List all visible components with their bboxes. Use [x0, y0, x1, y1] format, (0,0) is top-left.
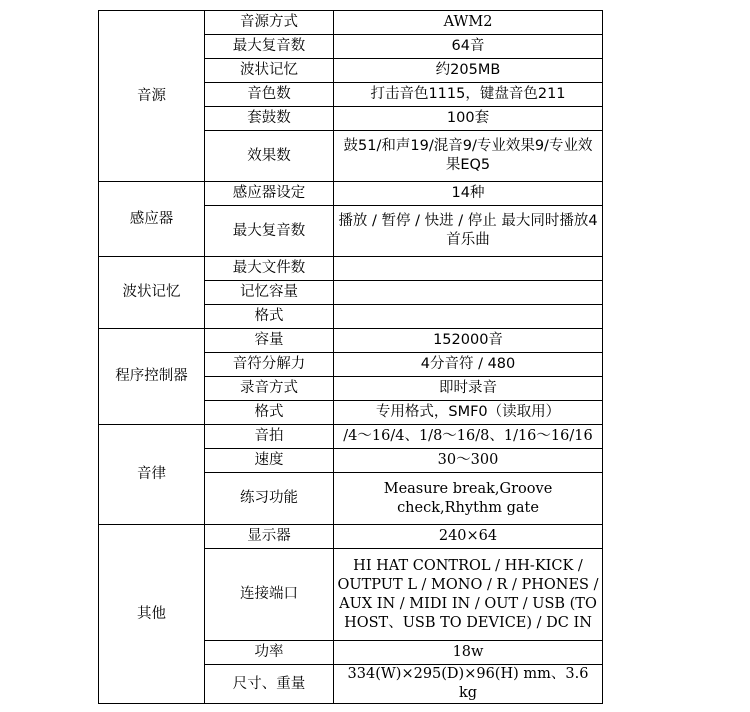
table-row	[99, 257, 603, 281]
row-value: 152000音	[334, 329, 603, 353]
row-label: 音源方式	[205, 11, 334, 35]
row-label: 容量	[205, 329, 334, 353]
row-label: 最大文件数	[205, 257, 334, 281]
row-label: 录音方式	[205, 377, 334, 401]
table-row	[99, 525, 603, 549]
row-value: 18w	[334, 641, 603, 665]
row-value: Measure break,Groove check,Rhythm gate	[334, 473, 603, 525]
row-value: HI HAT CONTROL / HH-KICK / OUTPUT L / MONO / R / PHONES / AUX IN / MIDI IN / OUT / USB (TO HOST、USB TO DEVICE) / DC IN	[334, 549, 603, 641]
group-title: 感应器	[99, 182, 205, 257]
table-row	[99, 425, 603, 449]
row-label: 功率	[205, 641, 334, 665]
row-value: 14种	[334, 182, 603, 206]
table-row	[99, 182, 603, 206]
row-label: 最大复音数	[205, 35, 334, 59]
group-title: 音律	[99, 425, 205, 525]
row-label: 练习功能	[205, 473, 334, 525]
group-title: 其他	[99, 525, 205, 704]
row-value: 鼓51/和声19/混音9/专业效果9/专业效果EQ5	[334, 131, 603, 182]
row-value: 100套	[334, 107, 603, 131]
table-row	[99, 11, 603, 35]
row-label: 套鼓数	[205, 107, 334, 131]
row-value: 334(W)×295(D)×96(H) mm、3.6 kg	[334, 665, 603, 704]
row-value: 播放 / 暂停 / 快进 / 停止 最大同时播放4首乐曲	[334, 206, 603, 257]
row-value: 打击音色1115，键盘音色211	[334, 83, 603, 107]
row-value: 专用格式，SMF0（读取用）	[334, 401, 603, 425]
row-value: 4分音符 / 480	[334, 353, 603, 377]
row-label: 效果数	[205, 131, 334, 182]
row-label: 连接端口	[205, 549, 334, 641]
group-title: 波状记忆	[99, 257, 205, 329]
row-value: 即时录音	[334, 377, 603, 401]
group-title: 程序控制器	[99, 329, 205, 425]
row-value: AWM2	[334, 11, 603, 35]
row-label: 格式	[205, 401, 334, 425]
row-value: /4～16/4、1/8～16/8、1/16～16/16	[334, 425, 603, 449]
row-label: 感应器设定	[205, 182, 334, 206]
row-value	[334, 305, 603, 329]
row-label: 音色数	[205, 83, 334, 107]
row-value: 240×64	[334, 525, 603, 549]
spec-table	[98, 10, 603, 704]
row-label: 尺寸、重量	[205, 665, 334, 704]
row-label: 音符分解力	[205, 353, 334, 377]
row-label: 速度	[205, 449, 334, 473]
row-label: 最大复音数	[205, 206, 334, 257]
row-value: 30～300	[334, 449, 603, 473]
row-value: 64音	[334, 35, 603, 59]
row-value	[334, 281, 603, 305]
row-label: 波状记忆	[205, 59, 334, 83]
row-value	[334, 257, 603, 281]
row-label: 记忆容量	[205, 281, 334, 305]
group-title: 音源	[99, 11, 205, 182]
row-label: 格式	[205, 305, 334, 329]
table-row	[99, 329, 603, 353]
row-label: 音拍	[205, 425, 334, 449]
row-label: 显示器	[205, 525, 334, 549]
row-value: 约205MB	[334, 59, 603, 83]
